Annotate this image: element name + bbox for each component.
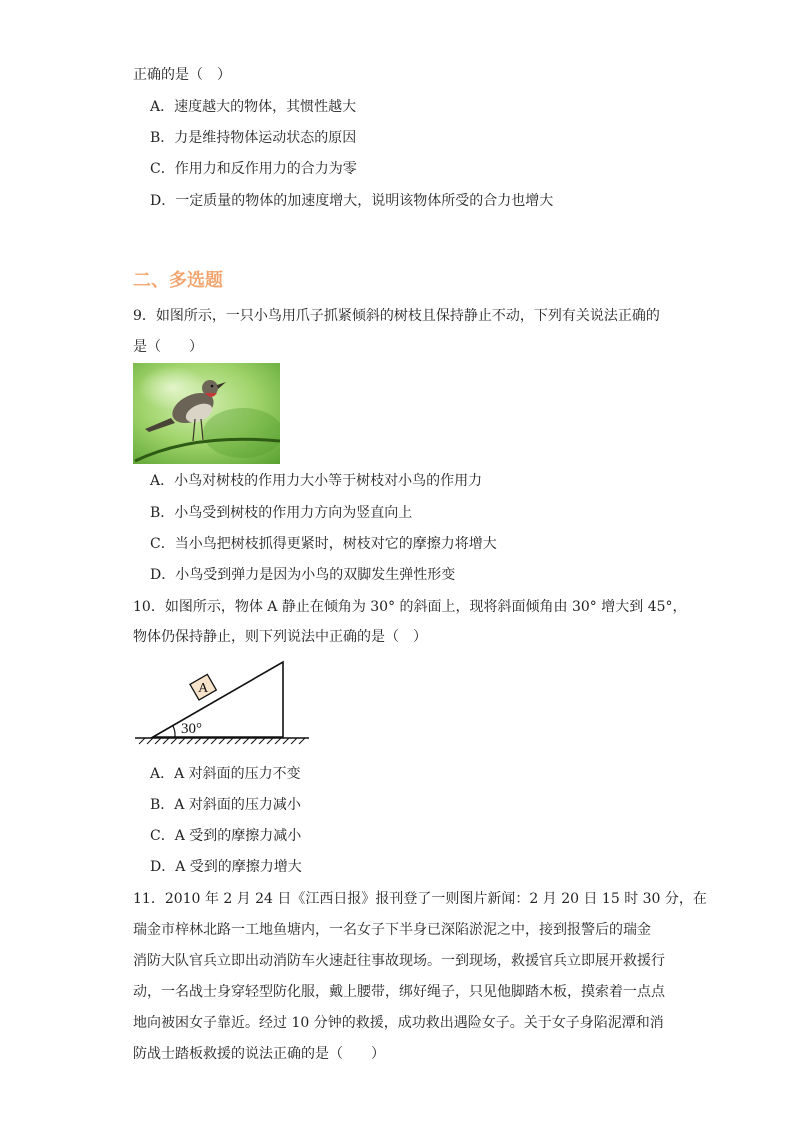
- q11-stem-line3: 消防大队官兵立即出动消防车火速赶往事故现场。一到现场，救援官兵立即展开救援行: [133, 953, 665, 969]
- q9-option-c: C．当小鸟把树枝抓得更紧时，树枝对它的摩擦力将增大: [150, 536, 497, 552]
- q11-stem-line1: 11．2010 年 2 月 24 日《江西日报》报刊登了一则图片新闻：2 月 20 日 15 时 30 分，在: [133, 891, 707, 907]
- q11-stem-line5: 地向被困女子靠近。经过 10 分钟的救援，成功救出遇险女子。关于女子身陷泥潭和消: [133, 1015, 664, 1031]
- block-a: [190, 674, 217, 701]
- q8-option-d: D．一定质量的物体的加速度增大，说明该物体所受的合力也增大: [150, 193, 554, 209]
- ground-hatching: [139, 738, 305, 744]
- q10-option-d: D．A 受到的摩擦力增大: [150, 859, 302, 875]
- angle-arc: [173, 726, 175, 737]
- q8-option-c: C．作用力和反作用力的合力为零: [150, 161, 357, 177]
- q9-stem-line1: 9．如图所示，一只小鸟用爪子抓紧倾斜的树枝且保持静止不动，下列有关说法正确的: [133, 308, 660, 324]
- q10-option-c: C．A 受到的摩擦力减小: [150, 828, 302, 844]
- q11-stem-line2: 瑞金市梓林北路一工地鱼塘内，一名女子下半身已深陷淤泥之中，接到报警后的瑞金: [133, 922, 651, 938]
- section-title: 二、多选题: [133, 270, 223, 291]
- q10-stem-line2: 物体仍保持静止，则下列说法中正确的是（ ）: [133, 629, 427, 645]
- bird-on-branch-image: [133, 363, 280, 464]
- q9-option-d: D．小鸟受到弹力是因为小鸟的双脚发生弹性形变: [150, 567, 456, 583]
- q8-stem-tail: 正确的是（ ）: [133, 67, 231, 83]
- q8-option-a: A．速度越大的物体，其惯性越大: [150, 99, 357, 115]
- incline-diagram: [133, 660, 313, 750]
- q8-option-b: B．力是维持物体运动状态的原因: [150, 130, 357, 146]
- block-label: A: [198, 681, 209, 697]
- q9-option-a: A．小鸟对树枝的作用力大小等于树枝对小鸟的作用力: [150, 473, 483, 489]
- q10-stem-line1: 10．如图所示，物体 A 静止在倾角为 30° 的斜面上，现将斜面倾角由 30° 增大到 45°，: [133, 599, 687, 615]
- q10-option-b: B．A 对斜面的压力减小: [150, 797, 301, 813]
- incline-triangle: [153, 662, 283, 737]
- q9-option-b: B．小鸟受到树枝的作用力方向为竖直向上: [150, 505, 413, 521]
- angle-label: 30°: [181, 721, 202, 737]
- q11-stem-line4: 动，一名战士身穿轻型防化服，戴上腰带，绑好绳子，只见他脚踏木板，摸索着一点点: [133, 984, 665, 1000]
- q10-option-a: A．A 对斜面的压力不变: [150, 766, 301, 782]
- q11-stem-line6: 防战士踏板救援的说法正确的是（ ）: [133, 1046, 385, 1062]
- q9-stem-line2: 是（ ）: [133, 339, 203, 355]
